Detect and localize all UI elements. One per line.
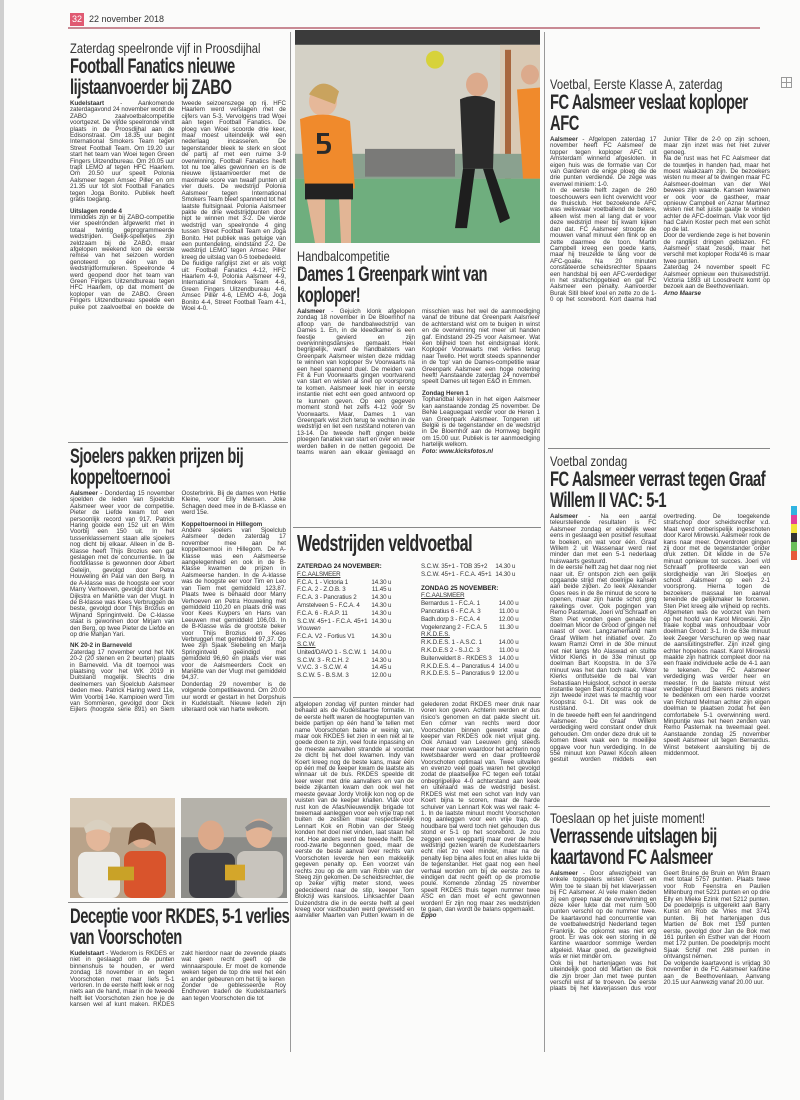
schedule-row xyxy=(297,586,391,594)
schedule-club: R.K.D.E.S. xyxy=(421,631,450,639)
paragraph: - Gejuich klonk afgelopen zondag 18 november in De Bloemhof na afloop van de handbalwedstrijd van Dames 1. En, in de kleedkamer is een feestje gevierd en zijn overwinningsdansjes gemaakt. Heel begrijpelijk, want de handbalsters van Greenpark Aalsmeer wisten deze middag te winnen van koploper Sv Voorwaarts na een heel spannend duel. De meiden van Fit & Fun Voorwaarts gingen voortvarend van start en wisten al snel op voorsprong te komen. Aalsmeer leek hier in eerste instantie niet echt een goed antwoord op te kunnen geven. Op een gegeven moment stond het zelfs 4-12 voor Sv Voorwaarts. Maar, Dames 1 van Greenpark wist zich terug te vechten in de wedstrijd en liet een ruststand noteren van 13-14. De tweede helft gingen beide ploegen fanatiek van start en over en weer werden ballen in de netten gegooid. De teams waren aan elkaar gewaagd en misschien was het wel de aanmoediging vanaf de tribune dat Greenpark Aalsmeer de achterstand wist om te buigen in winst en de overwinning niet meer uit handen gaf. Eindstand 29-25 voor Aalsmeer. Wat een blijheid toen het eindsignaal klonk. Koploper Voorwaarts met verlies terug naar Twello. Het wordt steeds spannender in de 'top' van de Dames-competitie waar Greenpark Aalsmeer een hoge notering heeft! Aanstaande zaterdag 24 november speelt Dames uit tegen E&O in Emmen. xyxy=(297,308,540,456)
article-divider xyxy=(68,902,288,903)
match: S.C.W. 35+1 - TOB 35+2 xyxy=(421,563,488,570)
schedule-club-row xyxy=(297,571,391,579)
match: F.C.A. 1 - Victoria 1 xyxy=(297,578,349,586)
paragraph: - Afgelopen zaterdag 17 november heeft FC Aalsmeer de topper tegen koploper AFC uit Amsterdam winnend afgesloten. In eigen huis was de formatie van Cor van Garderen de enige ploeg die de drie punten verdiende. De zege was evenwel miniem: 1-0. xyxy=(550,136,657,188)
schedule-row xyxy=(297,610,391,618)
match: United/DAVO 1 - S.C.W. 1 xyxy=(297,648,367,656)
afc-kicker: Voetbal, Eerste Klasse A, zaterdag xyxy=(550,76,723,92)
page-date: 22 november 2018 xyxy=(89,14,165,24)
schedule-row xyxy=(421,663,519,671)
zabo-body xyxy=(70,101,286,312)
schedule-table xyxy=(297,571,391,680)
schedule-row xyxy=(421,616,519,624)
match: Bernardus 1 - F.C.A. 1 xyxy=(421,600,481,608)
match: Amstelveen 5 - F.C.A. 4 xyxy=(297,601,360,609)
dateline: Aalsmeer xyxy=(550,136,578,143)
match: R.K.D.E.S 2 - S.J.C. 3 xyxy=(421,646,480,654)
match: F.C.A. 2 - Z.O.B. 3 xyxy=(297,586,346,594)
schedule-heading: ZONDAG 25 NOVEMBER: xyxy=(421,584,499,592)
schedule-club: F.C.AALSMEER xyxy=(297,570,341,578)
match: R.K.D.E.S. 1 - A.S.C. 1 xyxy=(421,639,482,647)
match: Vogelenzang 2 - F.C.A. 5 xyxy=(421,623,488,631)
rkdes-body-continued xyxy=(295,702,540,920)
schedule-table xyxy=(421,563,515,579)
kickoff-time: 11.30 u xyxy=(499,623,519,631)
afc-headline: FC Aalsmeer veslaat koploper AFC xyxy=(550,91,748,135)
veldvoetbal-headline: Wedstrijden veldvoetbal xyxy=(297,530,473,556)
schedule-row xyxy=(421,670,519,678)
schedule-club-row xyxy=(421,631,519,639)
kickoff-time: 14.00 u xyxy=(498,600,519,608)
paragraph: Na de rust was het FC Aalsmeer dat de touwtjes in handen had, maar het moest waakzaam zijn. De bezoekers wisten nu meer af te dwingen maar FC Aalsmeer-doelman van der Wel bewees zijn waarde. Kansen kwamen er ook voor de gastheer, maar opnieuw Campbell en Aznar Martinez wisten niet het juiste gaatje te vinden achter de AFC-doelman. Vlak voor tijd had Calvin Koster pech met een schot op de lat. xyxy=(663,155,770,233)
handbal-headline: Dames 1 Greenpark wint van koploper! xyxy=(297,263,488,307)
paragraph: Inmiddels zijn er bij ZABO-competitie vier speelronden afgewerkt met in totaal twintig geprogrammeerde wedstrijden. Gelijk-spelletjes zijn zeldzaam bij de ZABO, maar afgelopen weekend kon de eerste remise van het seizoen worden genoteerd op één van de wedstrijdformulieren. Speelronde 4 werd geopend door het team van Green Fingers Uitzendbureau tegen HFC Haarlem, op dat moment de koploper van de ZABO. Green Fingers Uitzendbureau speelde een puike pot zaalvoetbal en boekte de tweede seizoenszege op rij. HFC Haarlem werd verslagen met de cijfers van 5-3. Vervolgens trad Woei aan tegen Football Fanatics. De ploeg van Woei scoorde drie keer, maar moest uiteindelijk wél een nederlaag incasseren. De tegenstander bleek te sterk en sloot de partij af met een ruime 3-9 overwinning. Football Fanatics heeft tot nu toe alles gewonnen en is de nieuwe lijstaanvoerder met de maximale score van twaalf punten uit vier duels. De wedstrijd Polonia Aalsmeer tegen International Smokers Team bleef spannend tot het laatste fluitsignaal. Polonia Aalsmeer pakte de drie wedstrijdpunten door nipt te winnen met 3-2. De vierde wedstrijd van speelronde 4 ging tussen Street Football Team en Joga Bonito. Het publiek was getuige van een puntendeling, eindstand 2-2. De wedstrijd LEMO tegen Amsec Piller kreeg de uitslag van 0-5 toebedeeld. xyxy=(70,100,286,311)
subheading: Uitslagen ronde 4 xyxy=(70,207,122,215)
article-divider xyxy=(293,697,541,698)
dateline: Kudelstaart xyxy=(70,950,105,957)
paragraph: Donderdag 29 november is de volgende competitieavond. Om 20.00 uur wordt er gestart in het Dorpshuis in Kudelstaart. Nieuwe leden zijn uiteraard ook van harte welkom. xyxy=(181,680,286,714)
author: Eppo xyxy=(421,912,437,920)
sjoelers-photo-1 xyxy=(70,798,175,898)
paragraph: afgelopen zondag vijf punten minder had behaald als de Kudelstaartse formatie. In de eerste helft waren de hoogtepunten van beide partijen op één hand te tellen met name Voorschoten bakte er weinig van, maar ook RKDES liet zien in een niet al te goede doen te zijn, veel foute inpassing en de meeste aanvallen strandde al voordat ze dicht bij het doel kwamen. Indy van Koert kreeg nog de beste kans, maar één op één met de keeper kwam de laatste als winnaar uit de bus. RKDES speelde dit keer weer met drie aanvallers en van de beide zijkanten kwam den ook wel het meeste gevaar Jordy Vrolijk kon nog op de vuisten van de keeper knallen. Vlak voor rust kon de Afas/Nieuwendijk brigade tot tweemaal aanleggen voor een vrije trap net buiten de zestien maar respectievelijk Lennart Kok en Robin van der Steeg konden het doel niet vinden, laat staan het net. Hoe anders werd de tweede helft. De rood-zwarte begonnen goed, maar de eerste de beste aanval over rechts van Voorschoten leverde hen een makkelijk gegeven penalty op. Een voorzet van rechts zou op de arm van Robin van der Steeg zijn gekomen. De scheidsrechter, die op zeker vijftig meter stond, wees gedecideerd naar de stip, keeper Tom Blokzijl was kansloos. Linksachter Daan Duizendstra die in de eerste helft al geel kreeg voor vasthouden werd gewisseld en aanvaller Maarten van Putten kwam in de gelederen zodat RKDES meer druk naar voren kon geven. Achterin werden er dus risico's genomen en dat pakte slecht uit. Een corner van rechts werd door Voorschoten binnen gewerkt waar de keeper van RKDES ook niet vrijuit ging. Ook Arnaud van Leeuwen ging steeds meer naar voren waardoor het achterin nog kwetsbaarder werd en daar profiteerde Voorschoten optimaal van. Twee uitvallen en evenzo veel goals waren het gevolgd zodat de plaatselijke FC tegen een totaal onbegrijpelijke 4-0 achterstand aan keek en uiteraard was de wedstrijd beslist. RKDES wist met een schot van Indy van Koert bijna te scoren, maar de harde schuiver van Lennart Kok was wel raak: 4-1. In de laatste minuut mocht Voorschoten nog aanleggen voor een vrije trap, de houdbare bal werd toch niet gehouden dus stond er 5-1 op het scorebord. Je zou zeggen een veegpartij maar over de hele wedstrijd gezien waren de Kudelstaarters echt niet zo veel minder, maar na de penalty liep bijna alles fout en alles lukte bij de tegenstander. Het gaat nog een heel verhaal worden om bij de eerste zes te eindigen dat recht geeft op de promotie poule. Komende zondag 25 november speelt RKDES thuis tegen nummer twee ASC en dan moet er echt gewonnen worden! Er zijn nog maar zes wedstrijden te gaan, dan wordt de balans opgemaakt. xyxy=(295,701,541,920)
paragraph: - Donderdag 15 november sjoelden de leden van Sjoelclub Aalsmeer weer voor de competitie. Pieter de Liefde kwam tot een persoonlijk record van 917. Patrick Haring gooide een 152 uit en Wim Voorbij een 150 uit. In het tussenklassement staan alle sjoelers nog dicht bij elkaar. Alleen in de B-Klasse heeft Thijs Brozius een gat geslagen met de concurrentie. In de hoofdklasse is gewonnen door Albert Geleijn, gevolgd door Petra Houweling en Paul van den Berg. In de A-klasse was de hoogste eer voor Marry Verhoeven, gevolgd door Karin Dijkstra en Mariëtte van der Vlugt. In de B-klasse was Kees Verbruggen de beste, gevolgd door Thijs Brozius en Wijnand Springintveld. De C-klasse staat is gewonnen door Mirjam van den Berg, op twee Pieter de Liefde en op drie Mahjan Yari. xyxy=(70,490,175,638)
zabo-article xyxy=(70,40,286,312)
kickoff-time: 14.30 u xyxy=(371,656,392,664)
match: V.V.C. 3 - S.C.W. 4 xyxy=(297,664,347,672)
kickoff-time: 14.00 u xyxy=(498,639,519,647)
schedule-row xyxy=(297,657,391,665)
schedule-row xyxy=(297,594,391,602)
sjoelers-body xyxy=(70,491,286,714)
schedule-heading: ZATERDAG 24 NOVEMBER: xyxy=(297,563,382,570)
rkdes-headline: Deceptie voor RKDES, 5-1 verlies van Voorschoten xyxy=(70,905,290,949)
vac-article xyxy=(550,453,770,764)
schedule-row xyxy=(297,618,391,626)
vac-kicker: Voetbal zondag xyxy=(550,453,628,469)
subheading: Zondag Heren 1 xyxy=(422,389,469,397)
kickoff-time: 12.00 u xyxy=(498,670,519,678)
kickoff-time: 14.30 u xyxy=(371,601,392,609)
registration-mark-icon xyxy=(781,77,792,88)
article-divider xyxy=(548,806,770,807)
paragraph: Andere sjoelers van Sjoelclub Aalsmeer deden zaterdag 17 november mee aan het koppeltoernooi in Hillegom. De A-Klasse was een Aalsmeerse aangelegenheid en ook in de B-Klasse kwamen de prijzen in Aalsmeerse handen. In de A-klasse was de hoogste eer voor Tim en Leo van Tiem met gemiddeld 123,87. Plaats twee is behaald door Marry Verhoeven en Petra Houweling met gemiddeld 110,20 en plaats drie was voor Kees Kuypers en Hans van Leeuwen met gemiddeld 106,03. In de B-Klasse was de grootste beker voor Thijs Brozius en Kees Verbruggen met gemiddeld 97,37. Op twee zijn Sjaak Siebeling en Marja Springintveld geëindigd met gemiddeld 96,60 en plaats vier was voor de Aalsmeerders Cock en Mariëtte van der Vlugt met gemiddeld 94,37. xyxy=(181,527,286,682)
schedule-row xyxy=(421,647,519,655)
match: Badh.dorp 3 - F.C.A. 4 xyxy=(421,615,481,623)
schedule-club-row xyxy=(297,625,391,633)
kickoff-time: 11.00 u xyxy=(499,646,519,654)
kickoff-time: 12.00 u xyxy=(371,672,392,680)
kickoff-time: 14.00 u xyxy=(371,648,392,656)
article-divider xyxy=(293,527,541,528)
kaart-body xyxy=(550,871,770,993)
paragraph: - Na een aantal teleurstellende resultaten is FC Aalsmeer zondag er eindelijk weer eens in geslaagd een positief resultaat te boeken, en wat voor één. Graaf Willem 2 uit Wassenaar werd niet minder dan met een 5-1 nederlaag huiswaarts gestuurd. xyxy=(550,513,657,565)
paragraph: Zaterdag 17 november vond het NK 20-2 (20 stenen en 2 beurten) plaats in Barneveld. Via dit toernooi was plaatsing voor het WK 2019 in Duitsland mogelijk. Slechts drie deelnemers van Sjoelclub Aalsmeer deden mee. Patrick Haring werd 11e, Wim Voorbij 14e. Kampioen werd Tim van Sommeren, gevolgd door Dick Eijlers (hoogste serie 891) en Siem Oosterbrink. Bij de dames won Hettie Kleine, voor Elly Mensen. Joke Schagen deed mee in de B-Klasse en werd 15e. xyxy=(70,490,286,714)
handball-photo xyxy=(295,30,540,243)
match: S.C.W. 3 - R.C.H. 2 xyxy=(297,656,349,664)
match: F.C.A. 3 - Pancratius 2 xyxy=(297,594,357,602)
paragraph: - Wederom is RKDES er niet in geslaagd om de punten binnenshuis te houden, er werd zondag 18 november in en tegen Voorschoten met maar liefs 5-1 verloren. In de eerste helft leek er nog niets aan de hand, maar in de tweede helft liet Voorschoten zien hoe je de kansen wel af kunt maken. RKDES zakt hierdoor naar de zevende plaats wat geen recht geeft op de winnaarspoule. Er moet de komende weken tegen de top drie wel het één en ander gebeuren om het tij te keren xyxy=(70,950,286,1009)
article-divider xyxy=(548,448,770,449)
column-divider xyxy=(544,32,545,1052)
zabo-kicker: Zaterdag speelronde vijf in Proosdijhal xyxy=(70,40,261,56)
schedule-club: S.C.W. xyxy=(297,640,316,648)
match: R.K.D.E.S. 4 – Pancratius 4 xyxy=(421,662,495,670)
paragraph: - Aankomende zaterdagavond 24 november wordt de ZABO zaalvoetbalcompetitie voortgezet. De vijfde speelronde vindt plaats in de Proosdijhal aan de Edisonstraat. Om 18.35 uur begint International Smokers Team tegen Street Football Team. Om 19.20 uur start het team van Woei tegen Green Fingers Uitzendbureau. Om 20.05 uur trapt LEMO af tegen HFC Haarlem. Om 20.50 uur speelt Polonia Aalsmeer tegen Amsec Piller en om 21.35 uur tot slot Football Fanatics tegen Joga Bonito. Publiek heeft gratis toegang. xyxy=(70,100,175,204)
paragraph: In de eerste helft zag het daar nog niet naar uit. Er ontspon zich een gelijk opgaande strijd met doelrijpe kansen aan beide zijden. Zo leek Alexander Goes rees in de 8e minuut de score te openen, maar zijn harde schot ging rakelings over. Ook pogingen van Remo Pasternak, Joeri v/d Schraaff en Sten Piet vonden geen genade bij doelman Micor de Grood of gingen net naast of over. Langzamerhand nam Graaf Willem het initiatief over. Zo kwam Ramzi Omri in de 30e minuut net niet langs Mo Alaswad en stuitte Viktor Klerks in de 33e minuut op doelman Bart Koopstra. In de 37e minuut was het dan toch raak. Viktor Klerks ontfutselde de bal van Sebastiaan Huigsloot, schoot in eerste instantie tegen Bart Koopstra op maar zijn tweede inzet was te machtig voor Koopstra: 0-1. Dit was ook de ruststand. xyxy=(550,564,657,713)
photo-credit: Foto: www.kicksfotos.nl xyxy=(422,447,493,455)
schedule-row xyxy=(297,633,391,641)
schedule-row xyxy=(297,664,391,672)
handbal-article xyxy=(297,248,540,456)
paragraph: De volgende kaartavond is vrijdag 30 november in de FC Aalsmeer kantine aan de Beethovenlaan. Aanvang 20.15 uur Aanwezig vanaf 20.00 uur. xyxy=(663,959,770,986)
dateline: Aalsmeer xyxy=(70,490,98,497)
schedule-row xyxy=(297,649,391,657)
schedule-row xyxy=(421,608,519,616)
schedule-row xyxy=(297,602,391,610)
rkdes-body-left xyxy=(70,951,286,1009)
schedule-row xyxy=(421,655,519,663)
paragraph: In de tweede helft een fel aandringend Aalsmeer. De Graaf Willem verdediging werd constant onder druk gehouden. Om onder deze druk uit te komen bleek vaak een te moeilijke opgave voor hun verdediging. In de 55e minuut kon Pawel Kocon alleen gestuit worden middels een overtreding. De toegekende strafschop door scheidsrechter v.d. Maat werd onberispelijk ingeschoten door Karol Mirowski. Aalsmeer rook de kans naar meer. Onverdroten gingen zij door met de tegenstander onder druk zetten. Dit leidde in de 57e minuut opnieuw tot succes. Joeri v/d Schraaff profiteerde van een slordigheidje van Jiri Sloetjes en schoot Aalsmeer op een 2-1 voorsprong. Hierna togen de bezoekers massaal ten aanval teneinde de gelijkmaker te forceren. Sten Piet kreeg alle vrijheid op rechts. Afgemeten was de voorzet van hem op het hoofd van Karol Mirowski. Zijn fraaie kopbal was onhoudbaar voor doelman Grood: 3-1. In de 63e minuut leek Zeeger Verschuren op weg naar de aansluitingstreffer. Zijn inzet ging echter hopeloos naast. Karol Mirowski maakte zijn hattrick compleet door na een fraaie individuele actie de 4-1 aan te tekenen. De FC Aalsmeer verdediging was verder heer en meester. In de laatste minuut wist verdediger Ruud Bierens niets anders te bedenken om een harde voorzet van Richard Melman achter zijn eigen doelman te plaatsen zodat het een comfortabele 5-1 overwinning werd. Minpuntje was het heen zenden van Remo Pasternak na tweemaal geel. Aanstaande zondag 25 november speelt Aalsmeer uit tegen Bernardus. Winst betekent aansluiting bij de middenmoot. xyxy=(550,513,770,764)
kickoff-time: 14.30 u xyxy=(495,570,516,578)
kickoff-time: 11.45 u xyxy=(371,586,392,594)
dateline: Aalsmeer xyxy=(550,513,578,520)
schedule-table xyxy=(421,592,519,678)
match: F.C.A. 6 - R.A.P. 11 xyxy=(297,609,348,617)
kickoff-time: 14.45 u xyxy=(371,664,392,672)
kaart-headline: Verrassende uitslagen bij kaartavond FC Aalsmeer xyxy=(550,825,717,869)
kaart-kicker: Toeslaan op het juiste moment! xyxy=(550,810,706,826)
sjoelers-article xyxy=(70,446,286,714)
paragraph: Zonder de geblesseerde Roy Endhoven traden de Kudelstaarters aan tegen Voorschoten die tot xyxy=(181,982,286,1002)
match: R.K.D.E.S. 5 – Pancratius 9 xyxy=(421,670,495,678)
rkdes-article xyxy=(70,905,290,1009)
match: S.C.W. 5 - B.S.M. 3 xyxy=(297,672,349,680)
article-divider xyxy=(68,442,288,443)
page-number: 32 xyxy=(71,14,82,24)
column-divider xyxy=(290,32,291,1052)
paragraph: Zaterdag 24 november speelt FC Aalsmeer opnieuw een thuiswedstrijd. Victoria 1893 uit Loosdrecht komt op bezoek aan de Beethovenlaan. xyxy=(663,264,770,291)
kickoff-time: 12.00 u xyxy=(498,615,519,623)
paragraph: De huidige ranglijst ziet er als volgt uit: Football Fanatics 4-12, HFC Haarlem 4-9, Polonia Aalsmeer 4-9, International Smokers Team 4-6, Green Fingers Uitzendbureau 4-6, Amsec Piller 4-6, LEMO 4-6, Joga Bonito 4-4, Street Football Team 4-1, Woei 4-0. xyxy=(181,260,286,312)
schedule-club-row xyxy=(297,641,391,649)
paragraph: - Door afwezigheid van enkele topspelers wisten Geert en Wim toe te slaan bij het klaverjassen bij FC Aalsmeer. Al vele malen deden zij een greep naar de overwinning en deze keer lukte dat met ruim 500 punten verschil op de nummer twee. De kaartavond had concurrentie van de voetbalwedstrijd Nederland tegen Frankrijk. De opkomst was niet erg groot. Er was ook een storing in de kantine waardoor sommige werden afgeleid. Maar goed, de gezelligheid was er niet minder om. xyxy=(550,870,657,961)
sjoelers-photo-2 xyxy=(181,798,287,898)
kickoff-time: 14.30 u xyxy=(371,609,392,617)
schedule-row xyxy=(421,571,515,579)
schedule-row xyxy=(421,563,515,571)
afc-article xyxy=(550,76,770,304)
sjoelers-headline: Sjoelers pakken prijzen bij koppeltoernooi xyxy=(70,445,244,489)
dateline: Aalsmeer xyxy=(550,870,578,877)
zabo-headline: Football Fanatics nieuwe lijstaanvoerder bij ZABO xyxy=(70,55,235,99)
paragraph: Ook bij het hartenjagen was het uiteindelijk good old Martien de Bok die zijn broer Jan met twee punten verschil wist af te troeven. De eerste plaats bij het klaverjassen dus voor Geert Bruine de Bruin en Wim Braam met totaal 5757 punten. Plaats twee voor Rob Feenstra en Paulien Miltenburg met 5221 punten en op drie Elly en Mieke Ezink met 5212 punten. De poedelprijs is uitgereikt aan Barry Kunst en Rob de Vries met 3741 punten. Bij het hartenjagen dus Martien de Bok met 159 punten eerste, gevolgd door Jan de Bok met 161 punten en Esther van der Hoorn met 172 punten. De poedelprijs mocht Sjaak Schijf met 298 punten in ontvangst nemen. xyxy=(550,870,770,993)
paragraph: Door de verdiende zege is het bovenin de ranglijst dringen geblazen. FC Aalsmeer staat zesde, maar het verschil met koploper Roda'46 is maar twee punten. xyxy=(663,232,770,265)
match: Pancratius 6 - F.C.A. 3 xyxy=(421,607,481,615)
schedule-row xyxy=(421,624,519,632)
subheading: Koppeltoernooi in Hillegom xyxy=(181,520,263,528)
kickoff-time: 14.00 u xyxy=(498,654,519,662)
schedule-club: Vrouwen xyxy=(297,625,321,633)
dateline: Aalsmeer xyxy=(297,308,325,315)
schedule-club: F.C.AALSMEER xyxy=(421,592,465,600)
author: Arno Maarse xyxy=(663,289,701,297)
schedule-saturday xyxy=(297,563,417,680)
kickoff-time: 14.30 u xyxy=(371,617,392,625)
match: S.C.W. 45+1 - F.C.A. 45+1 xyxy=(421,570,492,578)
paragraph: Tophandbal kijken in het eigen Aalsmeer kan aanstaande zondag 25 november. De BeNe Leaguegaat verder voor de Heren 1 van Greenpark Aalsmeer. Tongeren uit België is de tegenstander en de wedstrijd in De Bloemhof aan de Hornweg begint om 15.00 uur. Publiek is ter aanmoediging hartelijk welkom. xyxy=(422,396,540,449)
schedule-row xyxy=(297,579,391,587)
kickoff-time: 14.30 u xyxy=(371,578,392,586)
kickoff-time: 14.30 u xyxy=(495,563,516,570)
kaart-article xyxy=(550,810,770,993)
vac-body xyxy=(550,514,770,764)
vac-headline: FC Aalsmeer verrast tegen Graaf Willem II VAC: 5-1 xyxy=(550,468,766,512)
handbal-kicker: Handbalcompetitie xyxy=(297,248,390,264)
schedule-row xyxy=(421,639,519,647)
kickoff-time: 14.30 u xyxy=(371,594,392,602)
afc-body xyxy=(550,137,770,304)
dateline: Kudelstaart xyxy=(70,100,105,107)
schedule-sunday xyxy=(421,563,540,678)
schedule-row xyxy=(297,672,391,680)
schedule-club-row xyxy=(421,592,519,600)
match: F.C.A. V2 - Fortius V1 xyxy=(297,633,355,641)
kickoff-time: 11.00 u xyxy=(499,607,519,615)
kickoff-time: 14.30 u xyxy=(371,633,392,641)
paragraph: In de eerste helft zagen de 260 toeschouwers een licht overwicht voor de thuisclub. Het bezoekende AFC was weliswaar voetballend de betere, alleen wist men al lang dat er voor deze wedstrijd meer bij kwam kijken dan dat. FC Aalsmeer stroopte de mouwen vanaf minuut één flink op en zette daarmee de toon. Martin Campbell kreeg een goede kans, maar hij treuzelde te lang voor de AFC-goalie. Na 20 minuten constateerde scheidsrechter Spaans een handsbal bij een AFC-verdediger in het strafschopgebied en gaf FC Aalsmeer een penalty. Aanvoerder Burak Sitil bleef koel en zette zo de 1-0 op het scorebord. Kort daarna had Junior Tiller de 2-0 op zijn schoen, maar zijn inzet was net niet zuiver genoeg. xyxy=(550,136,770,304)
subheading: NK 20-2 in Barneveld xyxy=(70,642,132,650)
handbal-body xyxy=(297,309,540,456)
match: Buitenveldert 8 - RKDES 3 xyxy=(421,654,492,662)
color-bar-icon xyxy=(791,506,797,560)
header-rule xyxy=(68,27,760,29)
page-edge xyxy=(0,0,4,1100)
schedule-row xyxy=(421,600,519,608)
match: S.C.W. 45+1 - F.C.A. 45+1 xyxy=(297,617,368,625)
kickoff-time: 14.00 u xyxy=(498,662,519,670)
